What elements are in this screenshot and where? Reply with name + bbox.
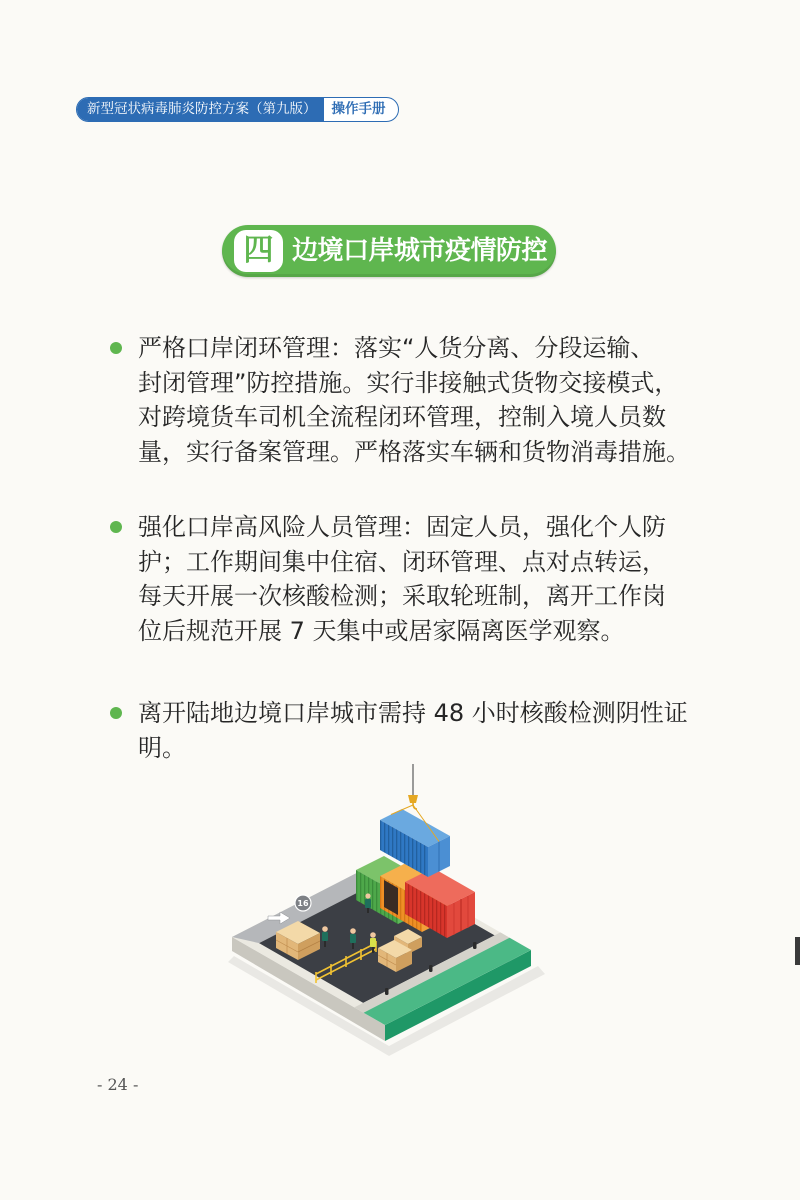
paragraph-line: 明。	[138, 733, 186, 762]
bullet-item	[138, 331, 690, 469]
bullet-dot-icon	[110, 707, 122, 719]
worker-body	[322, 932, 328, 941]
hook-block	[408, 795, 418, 803]
bullet-dot-icon	[110, 342, 122, 354]
worker-body	[350, 934, 356, 943]
bullet-item	[138, 510, 666, 648]
paragraph-line: 离开陆地边境口岸城市需持 48 小时核酸检测阴性证	[138, 699, 688, 727]
paragraph-line: 位后规范开展 7 天集中或居家隔离医学观察。	[138, 616, 625, 645]
lane-sign	[295, 895, 311, 911]
manual-tag: 操作手册	[331, 101, 386, 117]
bullet-dot-icon	[110, 521, 122, 533]
paragraph-line: 严格口岸闭环管理：落实“人货分离、分段运输、	[138, 334, 655, 362]
manual-title: 新型冠状病毒肺炎防控方案（第九版）	[77, 98, 324, 121]
bullet-item	[138, 696, 688, 765]
worker-head	[350, 928, 356, 934]
bollard	[385, 988, 389, 995]
section-heading	[222, 225, 556, 277]
section-number-badge: 四	[234, 230, 283, 272]
section-title: 边境口岸城市疫情防控	[292, 236, 548, 266]
worker-head	[322, 926, 328, 932]
worker-body	[365, 899, 371, 908]
paragraph-line: 封闭管理”防控措施。实行非接触式货物交接模式，	[138, 368, 679, 397]
paragraph-line: 每天开展一次核酸检测；采取轮班制，离开工作岗	[138, 582, 666, 610]
paragraph-line: 对跨境货车司机全流程闭环管理，控制入境人员数	[138, 403, 666, 431]
worker-head	[370, 932, 376, 938]
lane-sign-label: 16	[297, 899, 309, 908]
paragraph-line: 量，实行备案管理。严格落实车辆和货物消毒措施。	[138, 437, 690, 466]
worker-body	[370, 938, 376, 947]
bollard	[473, 942, 477, 949]
worker-head	[365, 893, 370, 898]
paragraph-line: 护；工作期间集中住宿、闭环管理、点对点转运，	[138, 547, 666, 576]
page-edge-mark	[795, 937, 800, 965]
bollard	[429, 965, 433, 972]
running-header	[76, 97, 399, 122]
paragraph-line: 强化口岸高风险人员管理：固定人员，强化个人防	[138, 513, 666, 541]
port-illustration	[220, 760, 550, 1060]
page-number: - 24 -	[97, 1075, 139, 1094]
